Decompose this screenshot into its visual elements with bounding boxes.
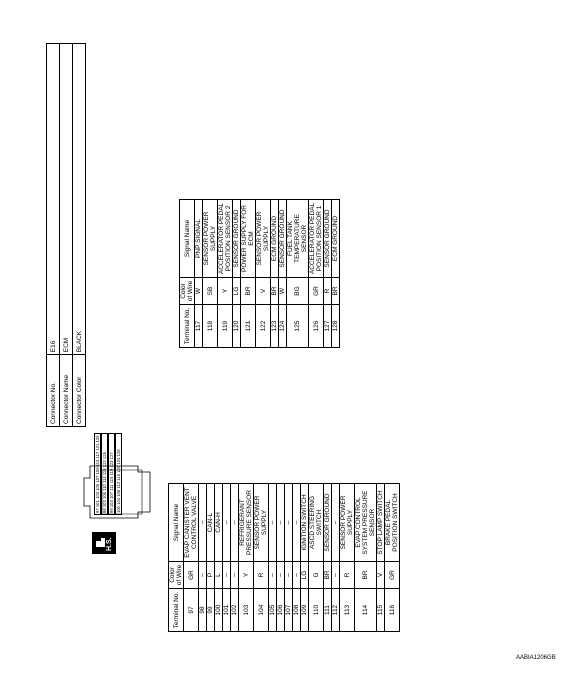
pin-grid [94,433,122,515]
table-row [195,200,203,348]
table-row [309,484,324,632]
wire-color-cell: R [340,562,355,589]
signal-name-cell: IGNITION SWITCH [301,484,309,562]
terminal-cell: 103 [239,589,254,632]
wire-color-cell: GR [385,562,400,589]
signal-name-cell: SENSOR POWER SUPPLY [254,484,269,562]
info-label: Connector Color [73,355,86,427]
pin: 125 [95,435,100,443]
signal-name-cell: SENSOR POWER SUPPLY [340,484,355,562]
terminal-cell: 116 [385,589,400,632]
pin: 107 [109,491,114,499]
terminal-table-right [179,199,340,348]
wire-color-cell: V [377,562,385,589]
wire-color-cell: LG [233,278,241,305]
terminal-cell: 112 [332,589,340,632]
pin-row [94,433,101,515]
terminal-cell: 107 [285,589,293,632]
table-row [239,484,254,632]
terminal-cell: 117 [195,305,203,348]
header-terminal: Terminal No. [180,305,195,348]
table-row [184,484,199,632]
pin: 99 [109,508,114,513]
pin: 106 [102,491,107,499]
pin-row [101,433,108,515]
terminal-cell: 104 [254,589,269,632]
hs-label: H.S. [106,537,113,551]
wire-color-cell: LG [301,562,309,589]
signal-name-cell: ACCELERATOR PEDAL POSITION SENSOR 2 [218,200,233,278]
table-row [269,484,277,632]
wire-color-cell: BR [332,278,340,305]
info-row [60,44,73,427]
table-row [324,200,332,348]
pin: 102 [102,500,107,508]
wire-color-cell: BR [355,562,377,589]
table-row [218,200,233,348]
pin: 112 [116,481,121,489]
table-row [285,484,293,632]
terminal-cell: 100 [215,589,223,632]
info-value: ECM [60,44,73,355]
terminal-cell: 105 [269,589,277,632]
header-terminal: Terminal No. [169,589,184,632]
wire-color-cell: BR [271,278,279,305]
signal-name-cell: – [199,484,207,562]
terminal-cell: 125 [287,305,309,348]
info-row [47,44,60,427]
table-row [271,200,279,348]
connector-face-diagram [82,435,158,522]
pin: 110 [102,484,107,491]
terminal-cell: 97 [184,589,199,632]
terminal-cell: 113 [340,589,355,632]
header-row [180,200,195,348]
signal-name-cell: REFRIGERANT PRESSURE SENSOR [239,484,254,562]
table-row [309,200,324,348]
pin: 104 [116,497,121,505]
signal-name-cell: – [332,484,340,562]
table-row [215,484,223,632]
pin: 123 [109,460,114,468]
terminal-cell: 123 [271,305,279,348]
signal-name-cell: – [231,484,239,562]
wire-color-cell: – [332,562,340,589]
harness-side-icon [92,532,116,554]
terminal-table-left-block [168,483,400,632]
table-row [277,484,285,632]
table-row [324,484,332,632]
wire-color-cell: L [215,562,223,589]
wire-color-cell: W [195,278,203,305]
pin: 97 [95,508,100,513]
pin: 120 [116,465,121,473]
signal-name-cell: – [285,484,293,562]
terminal-table-right-block [179,199,340,348]
wire-color-cell: – [269,562,277,589]
signal-name-cell: – [293,484,301,562]
pin: 98 [102,508,107,513]
figure-code: AABIA1206GB [516,655,556,661]
signal-name-cell: EVAP CANISTER VENT CONTROL VALVE [184,484,199,562]
pin: 122 [102,460,107,468]
info-label: Connector Name [60,355,73,427]
wire-color-cell: BG [287,278,309,305]
signal-name-cell: CAN-L [207,484,215,562]
header-row [169,484,184,632]
wire-color-cell: GR [309,278,324,305]
wire-color-cell: – [293,562,301,589]
table-row [207,484,215,632]
wire-color-cell: BR [241,278,256,305]
wire-color-cell: R [324,278,332,305]
terminal-cell: 99 [207,589,215,632]
table-row [223,484,231,632]
pin: 127 [109,452,114,460]
signal-name-cell: SENSOR GROUND [233,200,241,278]
pin: 116 [116,473,121,481]
signal-name-cell: – [223,484,231,562]
pin: 105 [95,483,100,491]
wire-color-cell: BR [324,562,332,589]
table-row [332,484,340,632]
wire-color-cell: – [285,562,293,589]
terminal-cell: 114 [355,589,377,632]
table-row [293,484,301,632]
pin: 109 [95,467,100,475]
signal-name-cell: ECM GROUND [271,200,279,278]
pin: 103 [109,500,114,508]
wire-color-cell: P [207,562,215,589]
pin: 113 [95,459,100,467]
signal-name-cell: SENSOR GROUND [324,200,332,278]
pin: 118 [102,468,107,476]
terminal-cell: 115 [377,589,385,632]
wire-color-cell: – [199,562,207,589]
info-row [73,44,86,427]
pin: 117 [95,451,100,459]
table-row [203,200,218,348]
signal-name-cell: SENSOR POWER SUPPLY [256,200,271,278]
signal-name-cell: EVAP CONTROL SYSTEM PRESSURE SENSOR [355,484,377,562]
pin: 126 [102,452,107,460]
terminal-cell: 109 [301,589,309,632]
table-row [231,484,239,632]
table-row [199,484,207,632]
wire-color-cell: V [256,278,271,305]
pin: 103 [95,491,100,499]
signal-name-cell: FUEL TANK TEMPERATURE SENSOR [287,200,309,278]
signal-name-cell: PNP SIGNAL [195,200,203,278]
terminal-cell: 119 [218,305,233,348]
pin-row [115,433,122,515]
signal-name-cell: CAN-H [215,484,223,562]
pin: 119 [109,468,114,476]
connector-info-block [46,43,86,427]
terminal-table-left [168,483,400,632]
pin: 107 [95,475,100,483]
wire-color-cell: Y [239,562,254,589]
table-row [256,200,271,348]
terminal-cell: 118 [203,305,218,348]
pin: 124 [116,457,121,465]
wire-color-cell: SB [203,278,218,305]
wire-color-cell: GR [184,562,199,589]
signal-name-cell: SENSOR GROUND [279,200,287,278]
terminal-cell: 126 [309,305,324,348]
signal-name-cell: – [269,484,277,562]
terminal-cell: 128 [332,305,340,348]
terminal-cell: 120 [233,305,241,348]
pin: 114 [102,476,107,483]
signal-name-cell: SENSOR GROUND [324,484,332,562]
signal-name-cell: STOP LAMP SWITCH [377,484,385,562]
table-row [254,484,269,632]
info-label: Connector No. [47,355,60,427]
pin: 111 [109,484,114,491]
table-row [340,484,355,632]
terminal-cell: 108 [293,589,301,632]
table-row [287,200,309,348]
table-row [241,200,256,348]
table-row [233,200,241,348]
wire-color-cell: – [231,562,239,589]
wire-color-cell: W [279,278,287,305]
wire-color-cell: – [223,562,231,589]
terminal-cell: 98 [199,589,207,632]
header-color: Color of Wire [169,562,184,589]
terminal-cell: 121 [241,305,256,348]
header-color: Color of Wire [180,278,195,305]
wire-color-cell: – [277,562,285,589]
terminal-cell: 102 [231,589,239,632]
pin: 121 [95,443,100,451]
table-row [385,484,400,632]
signal-name-cell: ACCELERATOR PEDAL POSITION SENSOR 1 [309,200,324,278]
signal-name-cell: – [277,484,285,562]
pin: 128 [116,449,121,457]
terminal-cell: 110 [309,589,324,632]
info-value: BLACK [73,44,86,355]
pin: 108 [116,489,121,497]
connector-info-table [46,43,86,427]
header-signal: Signal Name [169,484,184,562]
terminal-cell: 106 [277,589,285,632]
table-row [301,484,309,632]
signal-name-cell: POWER SUPPLY FOR ECM [241,200,256,278]
pin-row [108,433,115,515]
header-signal: Signal Name [180,200,195,278]
pin: 115 [109,476,114,484]
table-row [279,200,287,348]
signal-name-cell: ECM GROUND [332,200,340,278]
table-row [332,200,340,348]
signal-name-cell: SENSOR POWER SUPPLY [203,200,218,278]
signal-name-cell: BRAKE PEDAL POSITION SWITCH [385,484,400,562]
terminal-cell: 127 [324,305,332,348]
table-row [355,484,377,632]
pin: 101 [95,500,100,508]
wire-color-cell: G [309,562,324,589]
wire-color-cell: Y [218,278,233,305]
wire-color-cell: R [254,562,269,589]
terminal-cell: 124 [279,305,287,348]
signal-name-cell: ASCD STEERING SWITCH [309,484,324,562]
info-value: E16 [47,44,60,355]
table-row [377,484,385,632]
pin: 100 [116,506,121,513]
terminal-cell: 122 [256,305,271,348]
terminal-cell: 111 [324,589,332,632]
terminal-cell: 101 [223,589,231,632]
